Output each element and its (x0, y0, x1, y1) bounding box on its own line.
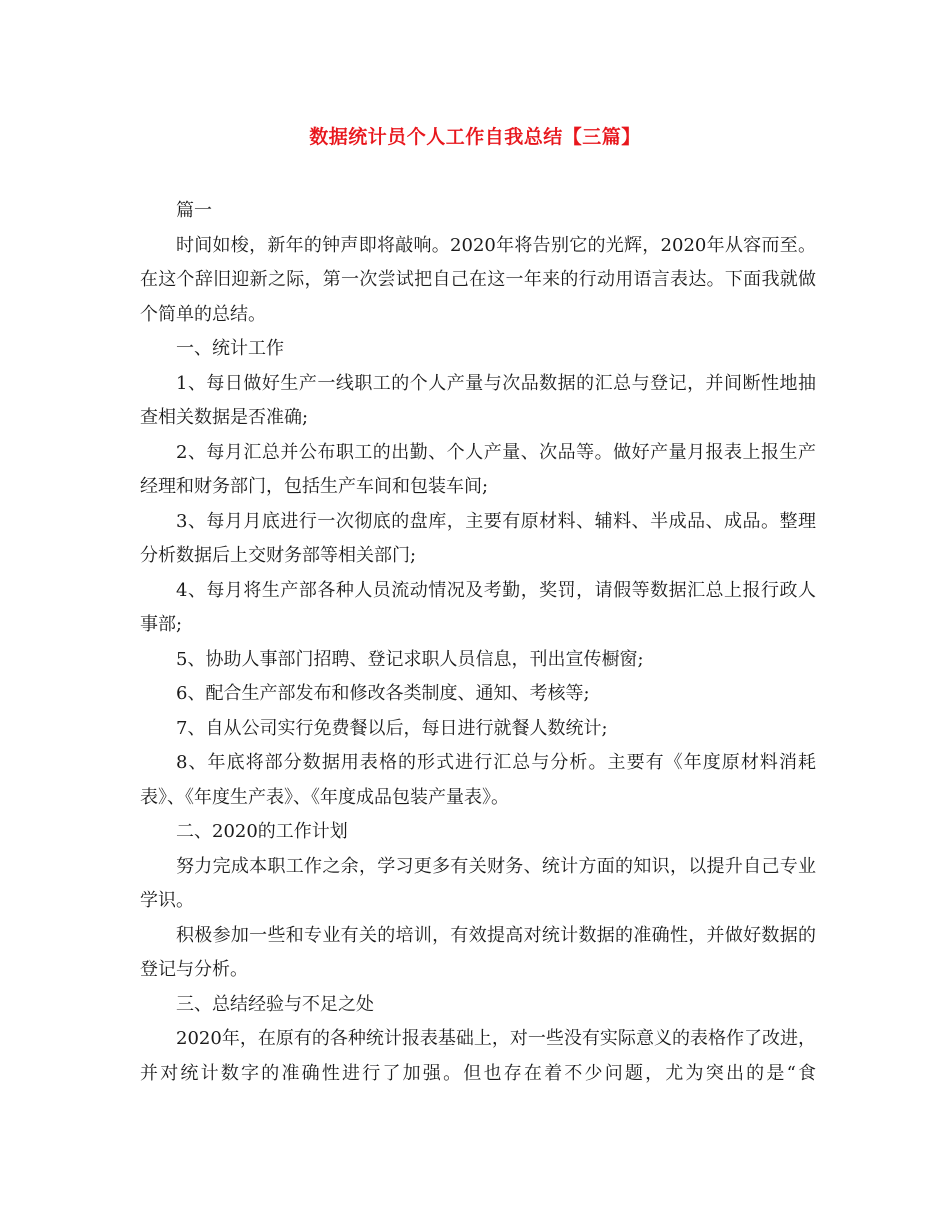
list-item-6: 6、配合生产部发布和修改各类制度、通知、考核等; (176, 683, 590, 704)
section-heading-part-one: 篇一 (176, 200, 212, 221)
list-item-5: 5、协助人事部门招聘、登记求职人员信息，刊出宣传橱窗; (176, 648, 644, 670)
list-item-2: 2、每月汇总并公布职工的出勤、个人产量、次品等。做好产量月报表上报生产经理和财务部门，包括生产车间和包装车间; (140, 441, 816, 497)
list-item-7: 7、自从公司实行免费餐以后，每日进行就餐人数统计; (176, 717, 608, 739)
paragraph-intro: 时间如梭，新年的钟声即将敲响。2020年将告别它的光辉，2020年从容而至。在这个辞旧迎新之际，第一次尝试把自己在这一年来的行动用语言表达。下面我就做个简单的总结。 (140, 234, 816, 325)
section-heading-work-plan: 二、2020的工作计划 (176, 821, 348, 842)
document-body (140, 194, 816, 1091)
list-item-1: 1、每日做好生产一线职工的个人产量与次品数据的汇总与登记，并间断性地抽查相关数据是否准确; (140, 372, 816, 428)
list-item-4: 4、每月将生产部各种人员流动情况及考勤，奖罚，请假等数据汇总上报行政人事部; (140, 579, 816, 635)
list-item-3: 3、每月月底进行一次彻底的盘库，主要有原材料、辅料、半成品、成品。整理分析数据后上交财务部等相关部门; (140, 510, 816, 566)
paragraph-summary: 2020年，在原有的各种统计报表基础上，对一些没有实际意义的表格作了改进，并对统计数字的准确性进行了加强。但也存在着不少问题，尤为突出的是“食 (140, 1028, 816, 1084)
section-heading-summary: 三、总结经验与不足之处 (176, 993, 374, 1015)
list-item-8: 8、年底将部分数据用表格的形式进行汇总与分析。主要有《年度原材料消耗表》、《年度生产表》、《年度成品包装产量表》。 (140, 752, 816, 808)
paragraph-plan-study: 努力完成本职工作之余，学习更多有关财务、统计方面的知识，以提升自己专业学识。 (140, 855, 816, 911)
document-title: 数据统计员个人工作自我总结【三篇】 (309, 126, 641, 148)
paragraph-plan-training: 积极参加一些和专业有关的培训，有效提高对统计数据的准确性，并做好数据的登记与分析。 (140, 924, 816, 980)
section-heading-statistics-work: 一、统计工作 (176, 338, 284, 359)
